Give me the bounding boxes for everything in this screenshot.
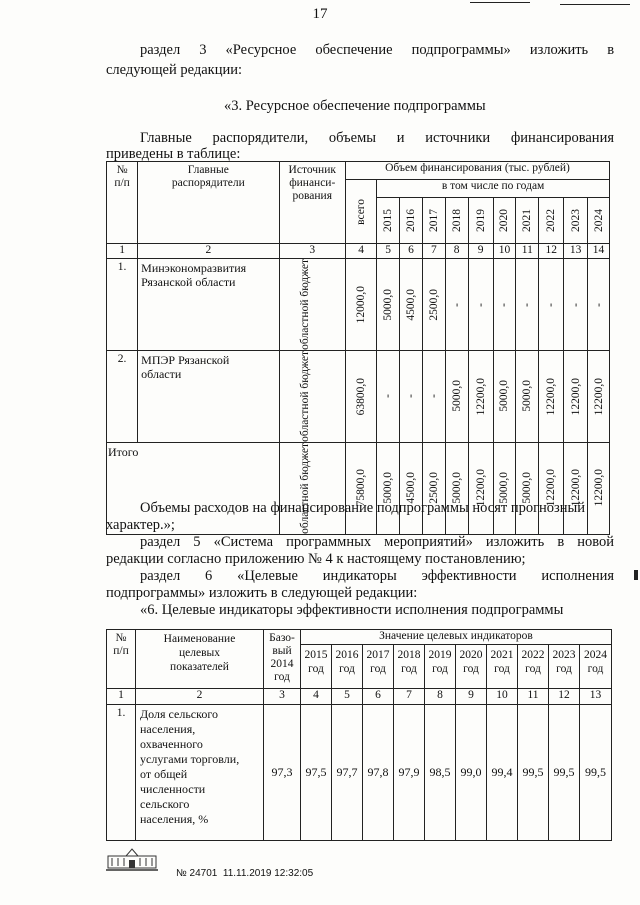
cell-value: - <box>493 259 516 351</box>
intro-line-1 <box>140 42 614 59</box>
word: индикаторы <box>322 568 397 584</box>
year-2015: 2015 <box>377 198 400 244</box>
cell-value: 5000,0 <box>377 442 400 534</box>
header-indicator-name: Наименование целевых показателей <box>136 630 264 689</box>
col-number: 8 <box>445 244 468 259</box>
cell-value: 2500,0 <box>422 442 445 534</box>
col-number: 1 <box>107 244 138 259</box>
table-row <box>107 259 610 351</box>
word: подпрограммы» <box>411 42 511 58</box>
word: «Система <box>213 534 274 550</box>
row-source: областной бюджет <box>279 259 346 351</box>
cell-value: 5000,0 <box>377 259 400 351</box>
col-number: 3 <box>264 689 301 705</box>
year-2019: 2019 год <box>425 645 456 689</box>
indicators-table <box>106 629 612 841</box>
col-number: 3 <box>279 244 346 259</box>
cell-value: 97,9 <box>394 705 425 841</box>
col-number: 7 <box>394 689 425 705</box>
cell-value: 99,5 <box>580 705 612 841</box>
cell-value: 5000,0 <box>493 350 516 442</box>
scan-artifact <box>634 570 638 580</box>
col-number: 11 <box>516 244 539 259</box>
cell-value: 5000,0 <box>493 442 516 534</box>
header-source: Источник финанси-рования <box>279 162 346 244</box>
cell-value: 12200,0 <box>588 350 610 442</box>
cell-value: 2500,0 <box>422 259 445 351</box>
page-number: 17 <box>312 6 328 22</box>
cell-value: - <box>422 350 445 442</box>
header-base-year: Базо-вый 2014 год <box>264 630 301 689</box>
cell-value: 4500,0 <box>400 259 423 351</box>
cell-value: 97,8 <box>363 705 394 841</box>
word: раздел <box>140 568 181 584</box>
col-number: 9 <box>456 689 487 705</box>
cell-value: - <box>564 259 588 351</box>
col-number: 12 <box>539 244 564 259</box>
cell-value: 99,5 <box>518 705 549 841</box>
table-row <box>107 350 610 442</box>
col-number: 6 <box>363 689 394 705</box>
year-2016: 2016 <box>400 198 423 244</box>
col-number: 4 <box>346 244 377 259</box>
cell-value: 5000,0 <box>445 442 468 534</box>
col-number: 11 <box>518 689 549 705</box>
scan-artifact <box>470 2 530 3</box>
section-5-line-2: редакции согласно приложению № 4 к настоящему постановлению; <box>106 551 526 567</box>
row-num: 2. <box>107 350 138 442</box>
cell-value: 12200,0 <box>539 442 564 534</box>
col-number: 6 <box>400 244 423 259</box>
building-logo-icon <box>106 846 158 872</box>
cell-value: - <box>468 259 493 351</box>
section-6-heading: «6. Целевые индикаторы эффективности исполнения подпрограммы <box>140 602 564 618</box>
word: 6 <box>205 568 213 584</box>
col-number: 9 <box>468 244 493 259</box>
word: мероприятий» <box>384 534 473 550</box>
year-2022: 2022 год <box>518 645 549 689</box>
word: «Целевые <box>237 568 298 584</box>
year-2019: 2019 <box>468 198 493 244</box>
cell-value: - <box>445 259 468 351</box>
col-number: 13 <box>580 689 612 705</box>
year-2024: 2024 год <box>580 645 612 689</box>
word: и <box>396 130 405 146</box>
cell-value: - <box>588 259 610 351</box>
row-total: 63800,0 <box>346 350 377 442</box>
document-footer <box>176 868 313 879</box>
year-2023: 2023 <box>564 198 588 244</box>
year-2020: 2020 <box>493 198 516 244</box>
section-5-line-1 <box>140 534 614 551</box>
row-base-value: 97,3 <box>264 705 301 841</box>
word: раздел <box>140 42 181 58</box>
cell-value: 99,0 <box>456 705 487 841</box>
word: исполнения <box>541 568 615 584</box>
col-number: 7 <box>422 244 445 259</box>
col-number: 10 <box>493 244 516 259</box>
col-number: 13 <box>564 244 588 259</box>
cell-value: 12200,0 <box>588 442 610 534</box>
word: Главные <box>140 130 192 146</box>
header-volume: Объем финансирования (тыс. рублей) <box>346 162 610 180</box>
word: «Ресурсное <box>225 42 297 58</box>
word: изложить <box>529 42 589 58</box>
year-2018: 2018 <box>445 198 468 244</box>
intro-line-2: следующей редакции: <box>106 62 243 78</box>
cell-value: 99,4 <box>487 705 518 841</box>
cell-value: 97,7 <box>332 705 363 841</box>
forecast-line-2: характер.»; <box>106 517 175 533</box>
word: в <box>557 534 565 550</box>
financing-table <box>106 161 610 535</box>
word: 5 <box>193 534 201 550</box>
cell-value: 12200,0 <box>539 350 564 442</box>
cell-value: 4500,0 <box>400 442 423 534</box>
header-by-year: в том числе по годам <box>377 180 610 198</box>
col-number: 8 <box>425 689 456 705</box>
header-values-title: Значение целевых индикаторов <box>301 630 612 645</box>
cell-value: 12200,0 <box>564 350 588 442</box>
year-2018: 2018 год <box>394 645 425 689</box>
year-2020: 2020 год <box>456 645 487 689</box>
year-2023: 2023 год <box>549 645 580 689</box>
year-2024: 2024 <box>588 198 610 244</box>
total-sum: 75800,0 <box>346 442 377 534</box>
row-num: 1. <box>107 259 138 351</box>
cell-value: 98,5 <box>425 705 456 841</box>
year-2022: 2022 <box>539 198 564 244</box>
row-num: 1. <box>107 705 136 841</box>
word: распорядители, <box>212 130 309 146</box>
row-total: 12000,0 <box>346 259 377 351</box>
word: эффективности <box>421 568 517 584</box>
cell-value: 97,5 <box>301 705 332 841</box>
section-3-heading: «3. Ресурсное обеспечение подпрограммы <box>224 98 486 114</box>
col-number: 2 <box>136 689 264 705</box>
header-total: всего <box>346 180 377 244</box>
cell-value: - <box>516 259 539 351</box>
word: в <box>607 42 615 58</box>
cell-value: 99,5 <box>549 705 580 841</box>
cell-value: 12200,0 <box>468 442 493 534</box>
year-2017: 2017 <box>422 198 445 244</box>
cell-value: 5000,0 <box>516 350 539 442</box>
row-source: областной бюджет <box>279 350 346 442</box>
col-number: 10 <box>487 689 518 705</box>
col-number: 2 <box>138 244 279 259</box>
cell-value: - <box>539 259 564 351</box>
column-numbers-row <box>107 244 610 259</box>
cell-value: 12200,0 <box>468 350 493 442</box>
word: изложить <box>485 534 545 550</box>
word: новой <box>577 534 615 550</box>
word: обеспечение <box>315 42 393 58</box>
year-2021: 2021 год <box>487 645 518 689</box>
col-number: 4 <box>301 689 332 705</box>
year-2015: 2015 год <box>301 645 332 689</box>
doc-timestamp: 11.11.2019 12:32:05 <box>222 868 314 879</box>
word: объемы <box>328 130 376 146</box>
row-indicator-name: Доля сельского населения, охваченного услугами торговли, от общей численности сельского населения, % <box>136 705 264 841</box>
table-intro-line-2: приведены в таблице: <box>106 146 241 162</box>
cell-value: 5000,0 <box>516 442 539 534</box>
word: финансирования <box>510 130 614 146</box>
row-manager-name: МПЭР Рязанской области <box>138 350 279 442</box>
row-manager-name: Минэкономразвития Рязанской области <box>138 259 279 351</box>
header-num: № п/п <box>107 630 136 689</box>
word: 3 <box>199 42 207 58</box>
table-intro-line-1 <box>140 130 614 147</box>
section-6-line-2: подпрограммы» изложить в следующей редакции: <box>106 585 418 601</box>
cell-value: 12200,0 <box>564 442 588 534</box>
column-numbers-row <box>107 689 612 705</box>
cell-value: - <box>377 350 400 442</box>
table-row <box>107 705 612 841</box>
cell-value: 5000,0 <box>445 350 468 442</box>
word: программных <box>286 534 372 550</box>
scan-artifact <box>560 4 630 5</box>
total-row <box>107 442 610 534</box>
year-2016: 2016 год <box>332 645 363 689</box>
year-2021: 2021 <box>516 198 539 244</box>
cell-value: - <box>400 350 423 442</box>
forecast-line-1: Объемы расходов на финансирование подпрограммы носят прогнозный <box>140 500 586 516</box>
col-number: 5 <box>332 689 363 705</box>
col-number: 14 <box>588 244 610 259</box>
header-num: № п/п <box>107 162 138 244</box>
col-number: 12 <box>549 689 580 705</box>
year-2017: 2017 год <box>363 645 394 689</box>
word: раздел <box>140 534 181 550</box>
word: источники <box>425 130 491 146</box>
col-number: 1 <box>107 689 136 705</box>
section-6-line-1 <box>140 568 614 585</box>
col-number: 5 <box>377 244 400 259</box>
doc-number: № 24701 <box>176 868 218 879</box>
total-label: Итого <box>107 442 280 534</box>
total-source: областной бюджет <box>279 442 346 534</box>
header-managers: Главные распорядители <box>138 162 279 244</box>
